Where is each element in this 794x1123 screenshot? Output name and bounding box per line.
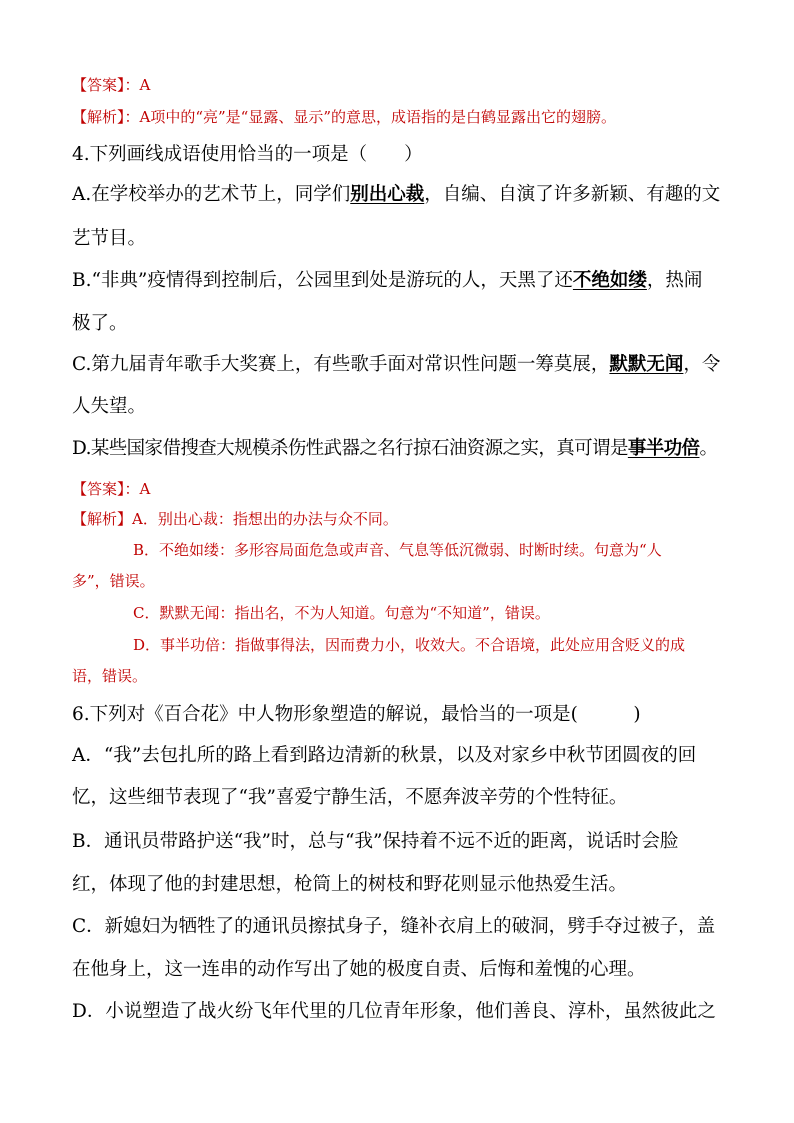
q4-b-idiom: 不绝如缕 [572,270,647,291]
answer-line-1 [72,78,150,93]
q4-answer-tag: 【答案】 [72,480,125,498]
q6-option-a-line-2: 忆，这些细节表现了“我”喜爱宁静生活，不愿奔波辛劳的个性特征。 [72,787,628,808]
q4-d-text: D.某些国家借搜查大规模杀伤性武器之名行掠石油资源之实，真可谓是 [72,438,628,459]
q4-option-c-line-2: 人失望。 [72,396,147,417]
q4-analysis-b-line-1: B．不绝如缕：多形容局面危急或声音、气息等低沉微弱、时断时续。句意为“人 [133,541,662,559]
question-4-stem: 4.下列画线成语使用恰当的一项是（ ） [72,144,423,165]
q4-option-a-line-2: 艺节目。 [72,228,147,249]
q4-option-b-line-2: 极了。 [72,313,128,334]
q4-b-text-post: ，热闹 [646,270,703,291]
q4-analysis-d-line-1: D．事半功倍：指做事得法，因而费力小，收效大。不合语境，此处应用含贬义的成 [133,636,686,654]
q4-a-text: A.在学校举办的艺术节上，同学们 [72,184,351,205]
q6-option-b-line-2: 红，体现了他的封建思想，枪筒上的树枝和野花则显示他热爱生活。 [72,874,628,895]
q4-a-idiom: 别出心裁 [350,184,425,205]
q4-d-idiom: 事半功倍 [627,438,700,459]
q6-option-c-line-2: 在他身上，这一连串的动作写出了她的极度自责、后悔和羞愧的心理。 [72,959,646,980]
q4-d-text-post: 。 [699,438,718,459]
q6-option-c-line-1: C．新媳妇为牺牲了的通讯员擦拭身子，缝补衣肩上的破洞，劈手夺过被子，盖 [72,916,716,937]
q6-option-a-line-1: A．“我”去包扎所的路上看到路边清新的秋景，以及对家乡中秋节团圆夜的回 [72,745,697,766]
q4-c-text: C.第九届青年歌手大奖赛上，有些歌手面对常识性问题一筹莫展， [72,354,610,375]
question-6-stem: 6.下列对《百合花》中人物形象塑造的解说，最恰当的一项是( ) [72,704,641,725]
q4-option-c-line-1 [72,356,720,375]
q4-option-d-line-1 [72,440,717,459]
q4-a-text-post: ，自编、自演了许多新颖、有趣的文 [424,184,721,205]
q4-analysis-d-line-2: 语，错误。 [72,667,148,685]
q4-analysis-line-a [72,512,398,527]
q4-option-a-line-1 [72,186,720,205]
q6-option-b-line-1: B．通讯员带路护送“我”时，总与“我”保持着不远不近的距离，说话时会脸 [72,831,679,852]
analysis-tag: 【解析】 [72,108,125,126]
q4-c-idiom: 默默无闻 [609,354,684,375]
answer-value: ：A [124,76,151,94]
q4-analysis-b-line-2: 多”，错误。 [72,572,155,590]
q4-analysis-tag: 【解析】 [72,510,133,528]
q4-analysis-c: C．默默无闻：指出名，不为人知道。句意为“不知道”，错误。 [133,604,550,622]
q4-option-b-line-1 [72,272,702,291]
q4-analysis-a: A．别出心裁：指想出的办法与众不同。 [132,510,398,528]
answer-tag: 【答案】 [72,76,125,94]
q4-b-text: B.“非典”疫情得到控制后，公园里到处是游玩的人，天黑了还 [72,270,573,291]
q4-answer-value: ：A [124,480,151,498]
analysis-line-1 [72,110,616,125]
analysis-text: ：A项中的“亮”是“显露、显示”的意思，成语指的是白鹤显露出它的翅膀。 [124,108,617,126]
q4-answer-line [72,482,150,497]
q6-option-d-line-1: D．小说塑造了战火纷飞年代里的几位青年形象，他们善良、淳朴，虽然彼此之 [72,1001,716,1022]
q4-c-text-post: ，令 [683,354,721,375]
